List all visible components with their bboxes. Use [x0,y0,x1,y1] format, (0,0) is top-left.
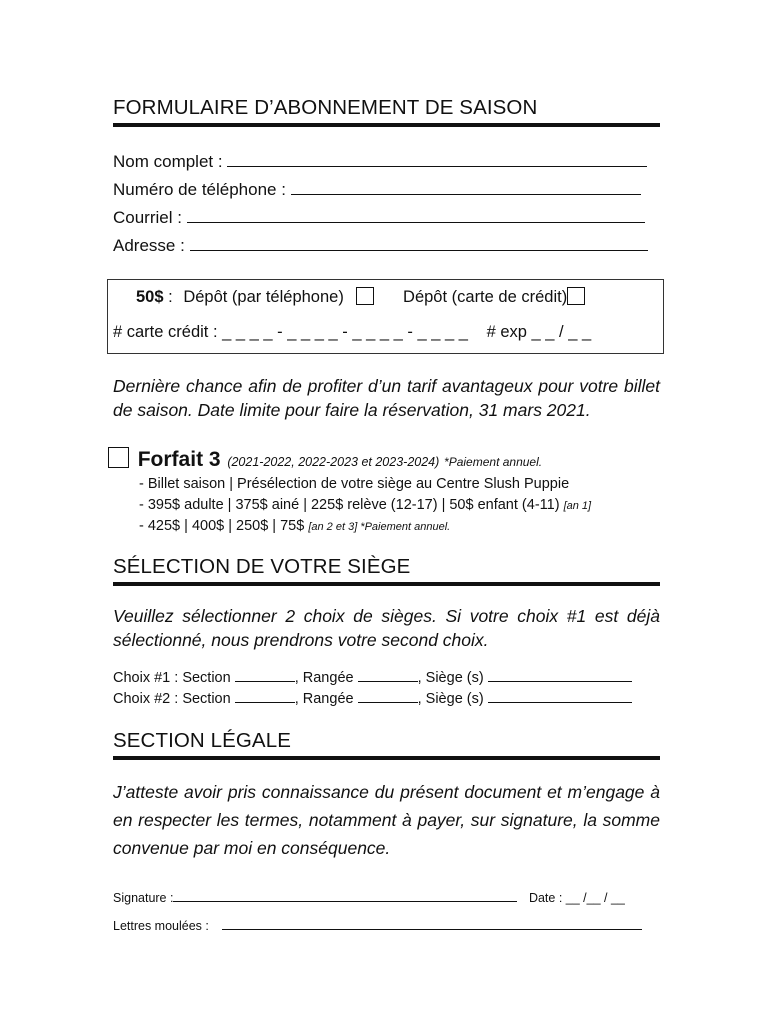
choice-1-row-line[interactable] [358,668,418,682]
package-details [139,474,591,538]
seat-instructions: Veuillez sélectionner 2 choix de sièges. Si votre choix #1 est déjà sélectionné, nous prendrons votre second choix. [113,606,660,650]
deposit-separator: : [168,288,173,306]
package-checkbox[interactable] [108,447,129,468]
package-line-1: - Billet saison | Présélection de votre siège au Centre Slush Puppie [139,476,570,492]
deposit-phone-checkbox[interactable] [356,287,374,305]
phone-field[interactable] [113,179,641,201]
full-name-label: Nom complet : [113,152,223,171]
package-payment-note: *Paiement annuel. [444,455,543,469]
package-line-2-note: [an 1] [563,499,592,512]
choice-1-section-line[interactable] [235,668,295,682]
address-field[interactable] [113,235,648,257]
choice-1-label: Choix #1 : Section [113,670,231,686]
choice-1-seat-line[interactable] [488,668,632,682]
package-years: (2021-2022, 2022-2023 et 2023-2024) [227,455,440,469]
card-number-input[interactable]: _ _ _ _ - _ _ _ _ - _ _ _ _ - _ _ _ _ [222,323,468,341]
card-number-row [113,321,591,343]
phone-line[interactable] [291,179,641,195]
signature-row [113,890,625,905]
address-line[interactable] [190,235,648,251]
date-input[interactable]: __ /__ / __ [565,891,625,905]
address-label: Adresse : [113,236,185,255]
choice-2-row-line[interactable] [358,689,418,703]
signature-label: Signature : [113,891,174,905]
print-name-row [113,918,642,933]
deadline-notice: Dernière chance afin de profiter d’un tarif avantageux pour votre billet de saison. Date limite pour faire la réservation, 31 mars 2021. [113,376,660,420]
email-field[interactable] [113,207,645,229]
choice-1-seat-label: , Siège (s) [417,670,484,686]
form-title: FORMULAIRE D’ABONNEMENT DE SAISON [113,96,660,127]
phone-label: Numéro de téléphone : [113,180,286,199]
package-line-3-note: [an 2 et 3] *Paiement annuel. [308,521,451,533]
package-line-3 [139,516,591,538]
package-line-2 [139,495,591,517]
package-line-2-text: - 395$ adulte | 375$ ainé | 225$ relève (12-17) | 50$ enfant (4-11) [139,496,560,513]
choice-2-section-line[interactable] [235,689,295,703]
card-number-label: # carte crédit : [113,323,218,341]
email-line[interactable] [187,207,645,223]
choice-2-row-label: , Rangée [294,691,354,707]
seat-section-heading: SÉLECTION DE VOTRE SIÈGE [113,555,660,586]
email-label: Courriel : [113,208,182,227]
signature-line[interactable] [173,890,517,902]
deposit-box [107,279,664,354]
legal-text: J’atteste avoir pris connaissance du présent document et m’engage à en respecter les termes, notamment à payer, sur signature, la somme convenue par moi en conséquence. [113,782,660,858]
choice-2-row [113,689,632,709]
print-name-line[interactable] [222,918,642,930]
full-name-line[interactable] [227,151,647,167]
choice-1-row [113,668,632,688]
choice-2-seat-line[interactable] [488,689,632,703]
choice-2-seat-label: , Siège (s) [417,691,484,707]
package-name: Forfait 3 [137,448,221,471]
package-row [108,447,542,473]
date-label: Date : [528,891,563,905]
package-line-3-text: - 425$ | 400$ | 250$ | 75$ [139,518,305,534]
legal-section-heading: SECTION LÉGALE [113,729,660,760]
card-exp-input[interactable]: _ _ / _ _ [531,323,592,341]
card-exp-label: # exp [486,323,527,341]
print-name-label: Lettres moulées : [113,919,209,933]
deposit-card-checkbox[interactable] [567,287,585,305]
full-name-field[interactable] [113,151,647,173]
deposit-phone-label: Dépôt (par téléphone) [183,288,344,306]
choice-2-label: Choix #2 : Section [113,691,231,707]
choice-1-row-label: , Rangée [294,670,354,686]
deposit-options [136,286,585,308]
deposit-amount: 50$ [136,288,164,306]
deposit-card-label: Dépôt (carte de crédit) [403,288,568,306]
